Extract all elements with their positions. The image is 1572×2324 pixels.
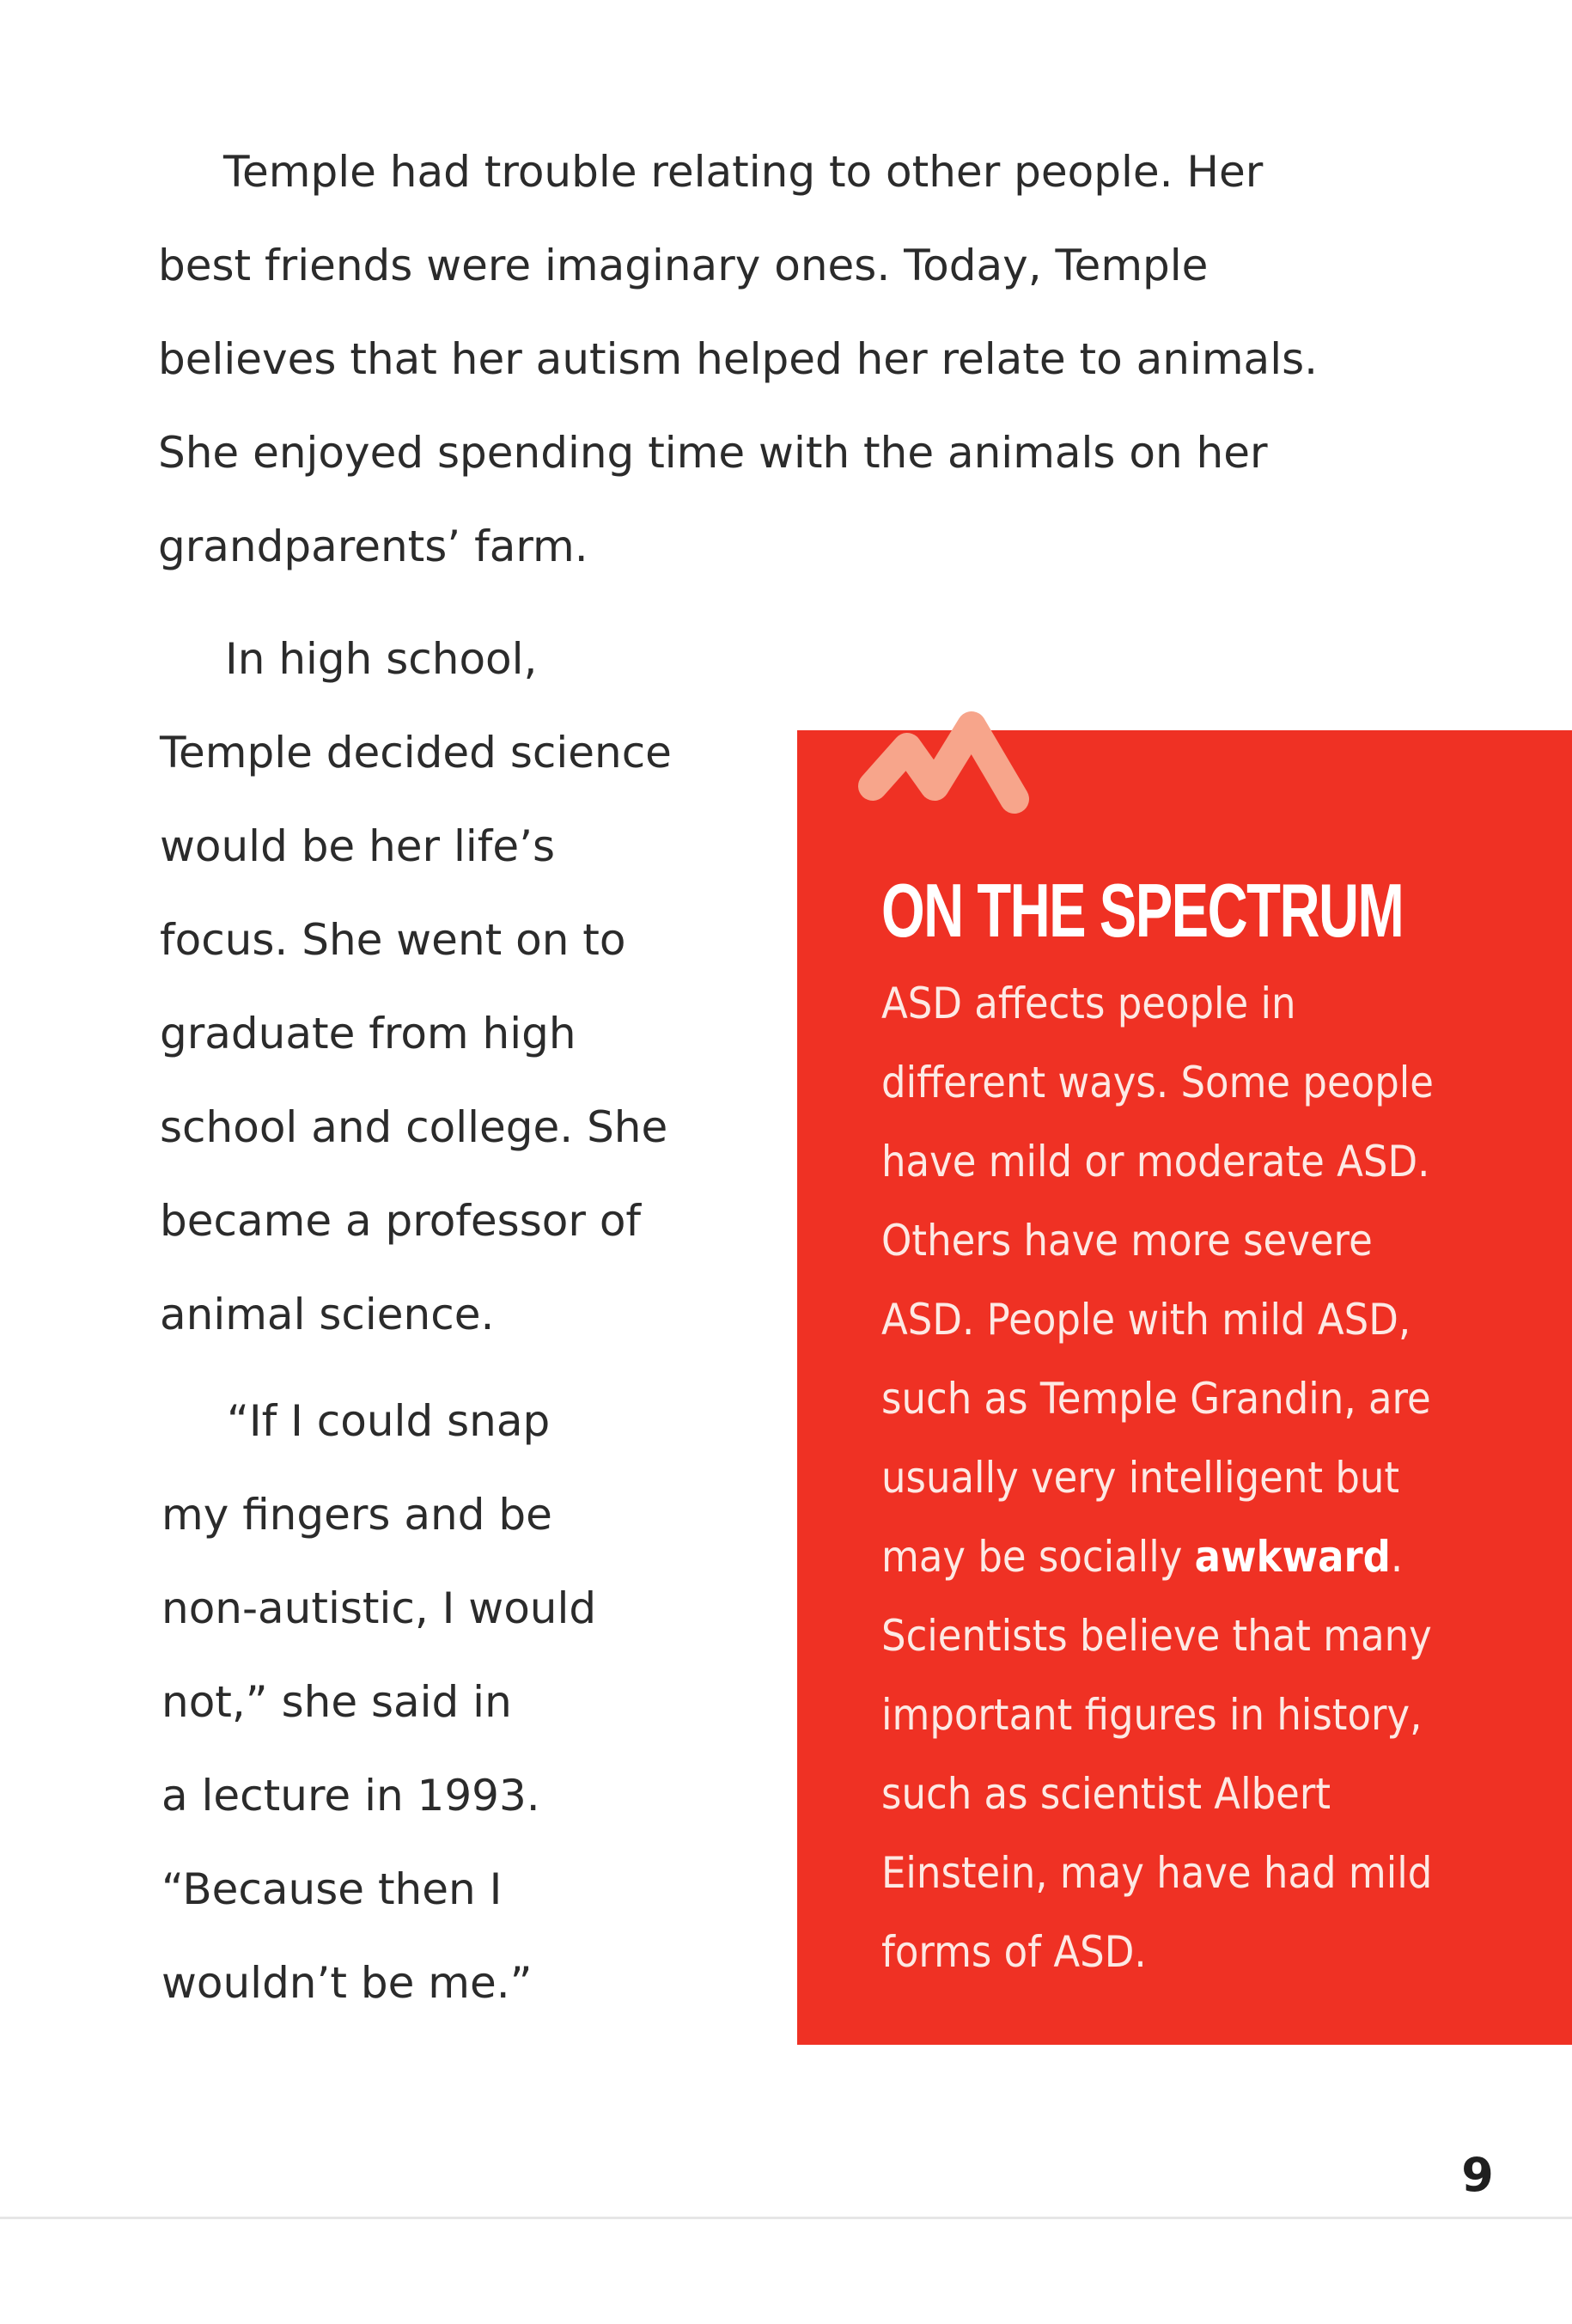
sidebar-line	[881, 1517, 1434, 1596]
paragraph-line: In high school,	[225, 634, 538, 684]
glossary-term-awkward: awkward	[1194, 1532, 1391, 1582]
sidebar-line-text: may be socially	[881, 1532, 1195, 1582]
paragraph-line: my fingers and be	[161, 1490, 552, 1540]
paragraph-line: best friends were imaginary ones. Today, Temple	[158, 241, 1209, 290]
sidebar-line: forms of ASD.	[881, 1927, 1147, 1977]
sidebar-line: Others have more severe	[881, 1216, 1373, 1266]
paragraph-line: grandparents’ farm.	[158, 522, 588, 571]
paragraph-line: became a professor of	[160, 1196, 642, 1246]
sidebar-line: have mild or moderate ASD.	[881, 1137, 1430, 1186]
sidebar-line: ASD affects people in	[881, 979, 1296, 1028]
paragraph-line: non-autistic, I would	[161, 1583, 597, 1633]
paragraph-line: “If I could snap	[227, 1396, 551, 1446]
paragraph-line: believes that her autism helped her relate to animals.	[158, 334, 1319, 384]
zigzag-mark-icon	[856, 705, 1036, 833]
paragraph-line: “Because then I	[161, 1864, 503, 1914]
sidebar-line: Einstein, may have had mild	[881, 1848, 1433, 1898]
sidebar-line: Scientists believe that many	[881, 1611, 1432, 1661]
sidebar-line: different ways. Some people	[881, 1058, 1434, 1107]
paragraph-3-quote	[161, 1375, 596, 2030]
sidebar-line: such as Temple Grandin, are	[881, 1374, 1431, 1424]
paragraph-line: Temple had trouble relating to other people. Her	[223, 147, 1264, 197]
sidebar-title: ON THE SPECTRUM	[881, 868, 1404, 953]
paragraph-2	[160, 613, 672, 1362]
paragraph-line: a lecture in 1993.	[161, 1771, 540, 1821]
paragraph-line: school and college. She	[160, 1102, 668, 1152]
sidebar-line: ASD. People with mild ASD,	[881, 1295, 1411, 1345]
page-number: 9	[1461, 2148, 1494, 2202]
on-the-spectrum-sidebar	[797, 730, 1572, 2045]
sidebar-line: important figures in history,	[881, 1690, 1423, 1740]
paragraph-line: focus. She went on to	[160, 915, 626, 965]
paragraph-line: not,” she said in	[161, 1677, 512, 1727]
paragraph-1	[158, 125, 1318, 594]
paragraph-line: animal science.	[160, 1290, 495, 1339]
paragraph-line: Temple decided science	[160, 728, 672, 778]
sidebar-line-text: .	[1390, 1532, 1404, 1582]
paragraph-line: wouldn’t be me.”	[161, 1958, 533, 2008]
sidebar-body	[881, 964, 1495, 1992]
paragraph-line: graduate from high	[160, 1009, 576, 1058]
paragraph-line: She enjoyed spending time with the animals on her	[158, 428, 1268, 478]
sidebar-line: such as scientist Albert	[881, 1769, 1331, 1819]
paragraph-line: would be her life’s	[160, 821, 556, 871]
page-bottom-rule	[0, 2217, 1572, 2219]
sidebar-line: usually very intelligent but	[881, 1453, 1400, 1503]
